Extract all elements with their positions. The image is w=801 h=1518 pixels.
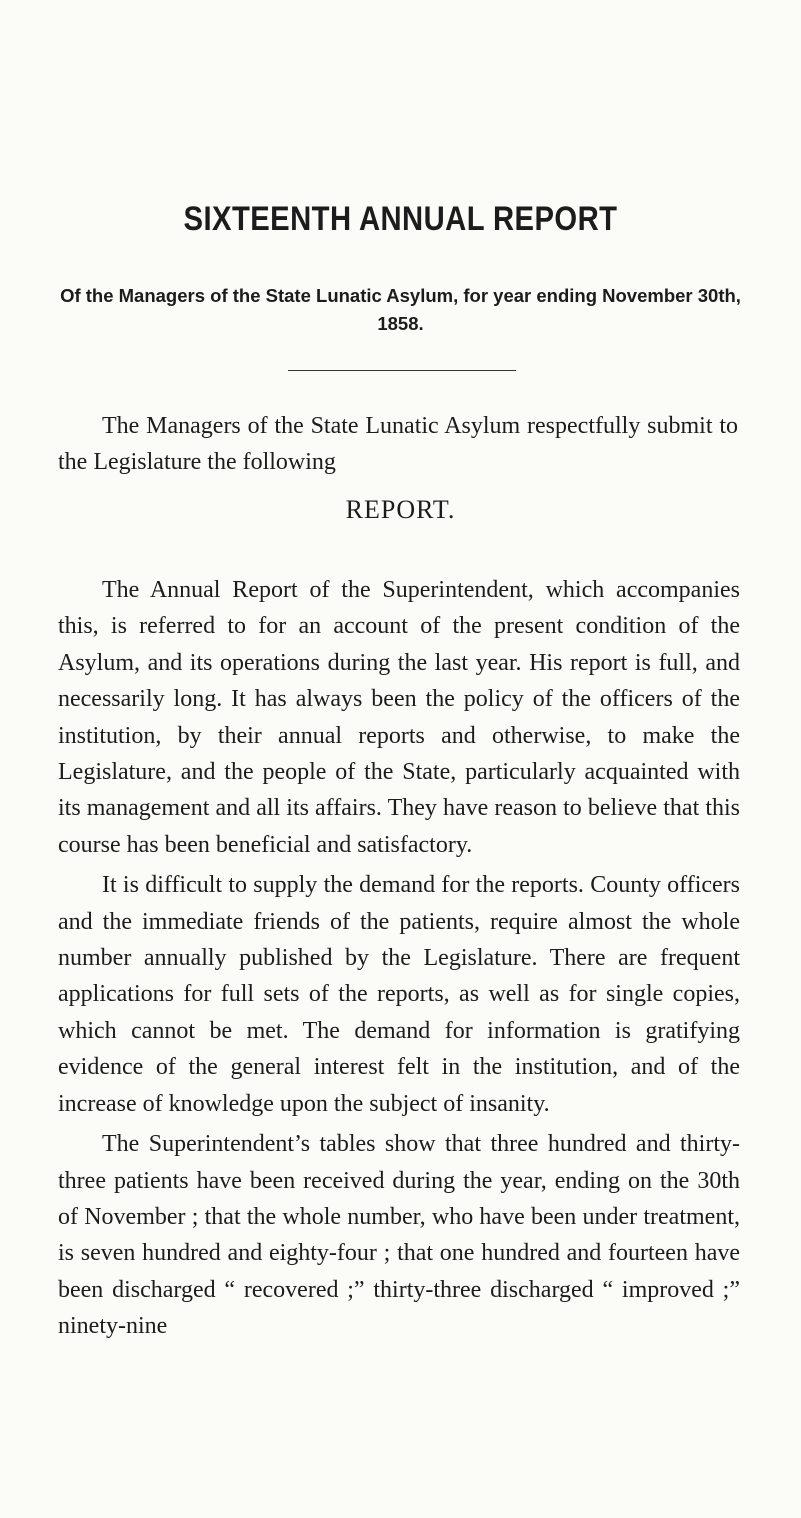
body-paragraph: It is difficult to supply the demand for the reports. County officers and the immediate friends of the patients, require almost the whole number annually published by the Legislature. There are frequent applications for full sets of the reports, as well as for single copies, which cannot be met. The demand for information is gratifying evidence of the general interest felt in the institution, and of the increase of knowledge upon the subject of insanity.: [58, 872, 740, 1117]
divider-rule: [288, 370, 516, 371]
body-paragraph: The Superintendent’s tables show that three hundred and thirty-three patients have been received during the year, ending on the 30th of November ; that the whole number, who have been under treatment, is seven hundred and eighty-four ; that one hundred and fourteen have been discharged “ recovered ;” thirty-three discharged “ improved ;” ninety-nine: [58, 1131, 740, 1340]
report-section-title: REPORT.: [345, 495, 456, 524]
body-paragraph: The Annual Report of the Superintendent, which accompanies this, is referred to for an account of the present condition of the Asylum, and its operations during the last year. His report is full, and necessarily long. It has always been the policy of the officers of the institution, by their annual reports and otherwise, to make the Legislature, and the people of the State, particularly acquainted with its management and all its affairs. They have reason to believe that this course has been beneficial and satisfactory.: [58, 577, 740, 858]
report-body: [58, 572, 740, 1349]
report-heading: SIXTEENTH ANNUAL REPORT: [183, 200, 618, 238]
intro-paragraph: The Managers of the State Lunatic Asylum respectfully submit to the Legislature the following: [58, 413, 738, 475]
report-subheading: Of the Managers of the State Lunatic Asylum, for year ending November 30th, 1858.: [60, 285, 741, 334]
